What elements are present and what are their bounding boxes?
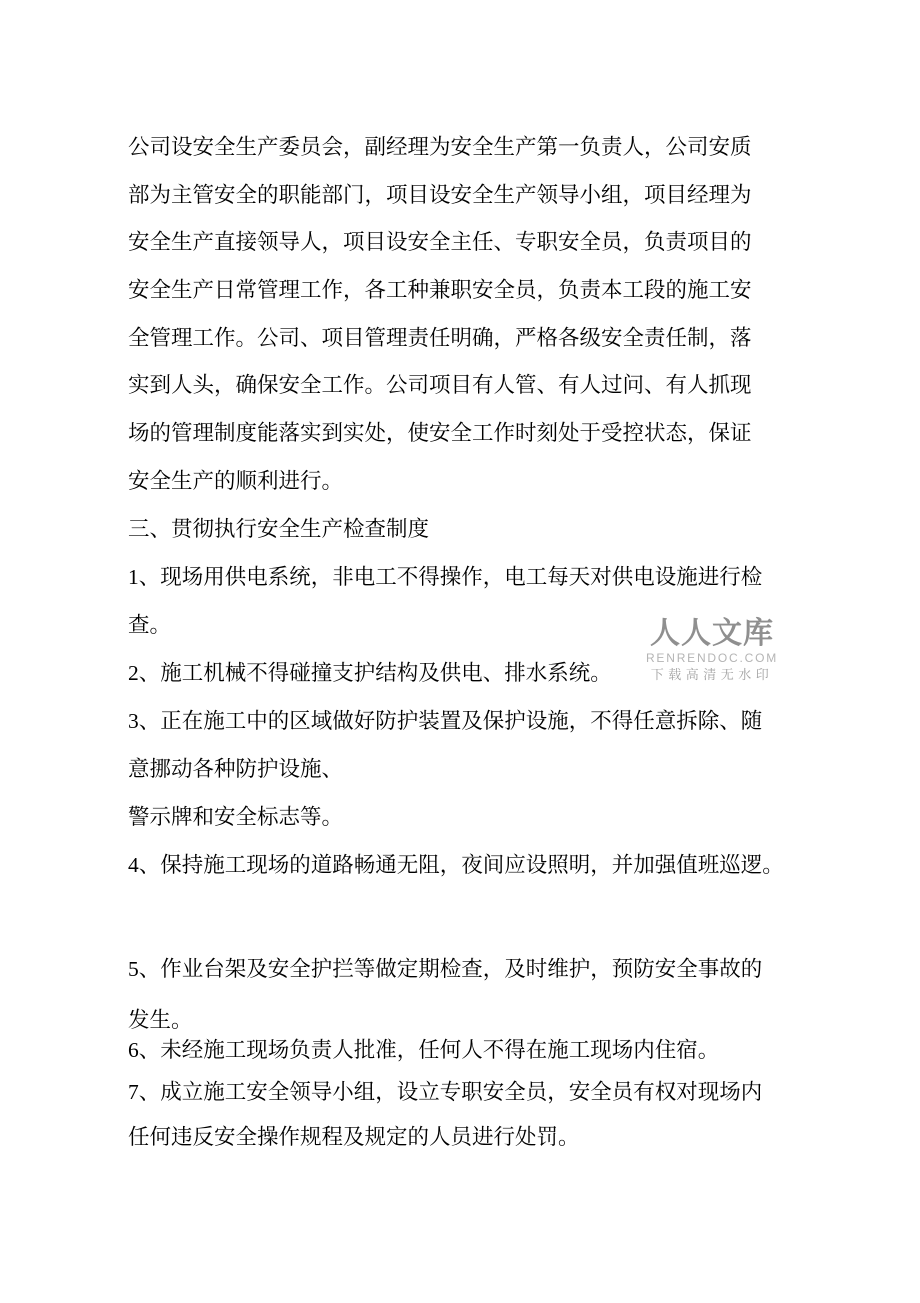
paragraph-line: 安全生产的顺利进行。 xyxy=(128,469,344,493)
list-item-line: 7、成立施工安全领导小组，设立专职安全员，安全员有权对现场内 xyxy=(128,1080,763,1104)
watermark xyxy=(645,618,779,681)
paragraph-line: 全管理工作。公司、项目管理责任明确，严格各级安全责任制，落 xyxy=(128,326,752,350)
paragraph-line: 安全生产日常管理工作，各工种兼职安全员，负责本工段的施工安 xyxy=(128,278,752,302)
paragraph-line: 场的管理制度能落实到实处，使安全工作时刻处于受控状态，保证 xyxy=(128,421,752,445)
list-item-line: 2、施工机械不得碰撞支护结构及供电、排水系统。 xyxy=(128,661,612,685)
list-item-line: 查。 xyxy=(128,613,172,637)
paragraph-line: 公司设安全生产委员会，副经理为安全生产第一负责人，公司安质 xyxy=(128,135,752,159)
paragraph-line: 部为主管安全的职能部门，项目设安全生产领导小组，项目经理为 xyxy=(128,183,752,207)
watermark-domain-text: RENRENDOC.COM xyxy=(645,651,779,665)
list-item-line: 5、作业台架及安全护拦等做定期检查，及时维护，预防安全事故的 xyxy=(128,957,763,981)
list-item-line: 4、保持施工现场的道路畅通无阻，夜间应设照明，并加强值班巡逻。 xyxy=(128,853,784,877)
list-item-line: 发生。 xyxy=(128,1008,193,1032)
section-heading: 三、贯彻执行安全生产检查制度 xyxy=(128,517,430,541)
watermark-brand-text: 人人文库 xyxy=(650,617,774,650)
list-item-line: 警示牌和安全标志等。 xyxy=(128,805,344,829)
watermark-tagline-text: 下载高清无水印 xyxy=(650,667,774,682)
paragraph-line: 实到人头，确保安全工作。公司项目有人管、有人过问、有人抓现 xyxy=(128,373,752,397)
paragraph-line: 安全生产直接领导人，项目设安全主任、专职安全员，负责项目的 xyxy=(128,230,752,254)
list-item-line: 意挪动各种防护设施、 xyxy=(128,757,344,781)
list-item-line: 1、现场用供电系统，非电工不得操作，电工每天对供电设施进行检 xyxy=(128,565,763,589)
list-item-line: 6、未经施工现场负责人批准，任何人不得在施工现场内住宿。 xyxy=(128,1038,720,1062)
list-item-line: 3、正在施工中的区域做好防护装置及保护设施，不得任意拆除、随 xyxy=(128,709,763,733)
list-item-line: 任何违反安全操作规程及规定的人员进行处罚。 xyxy=(128,1125,580,1149)
